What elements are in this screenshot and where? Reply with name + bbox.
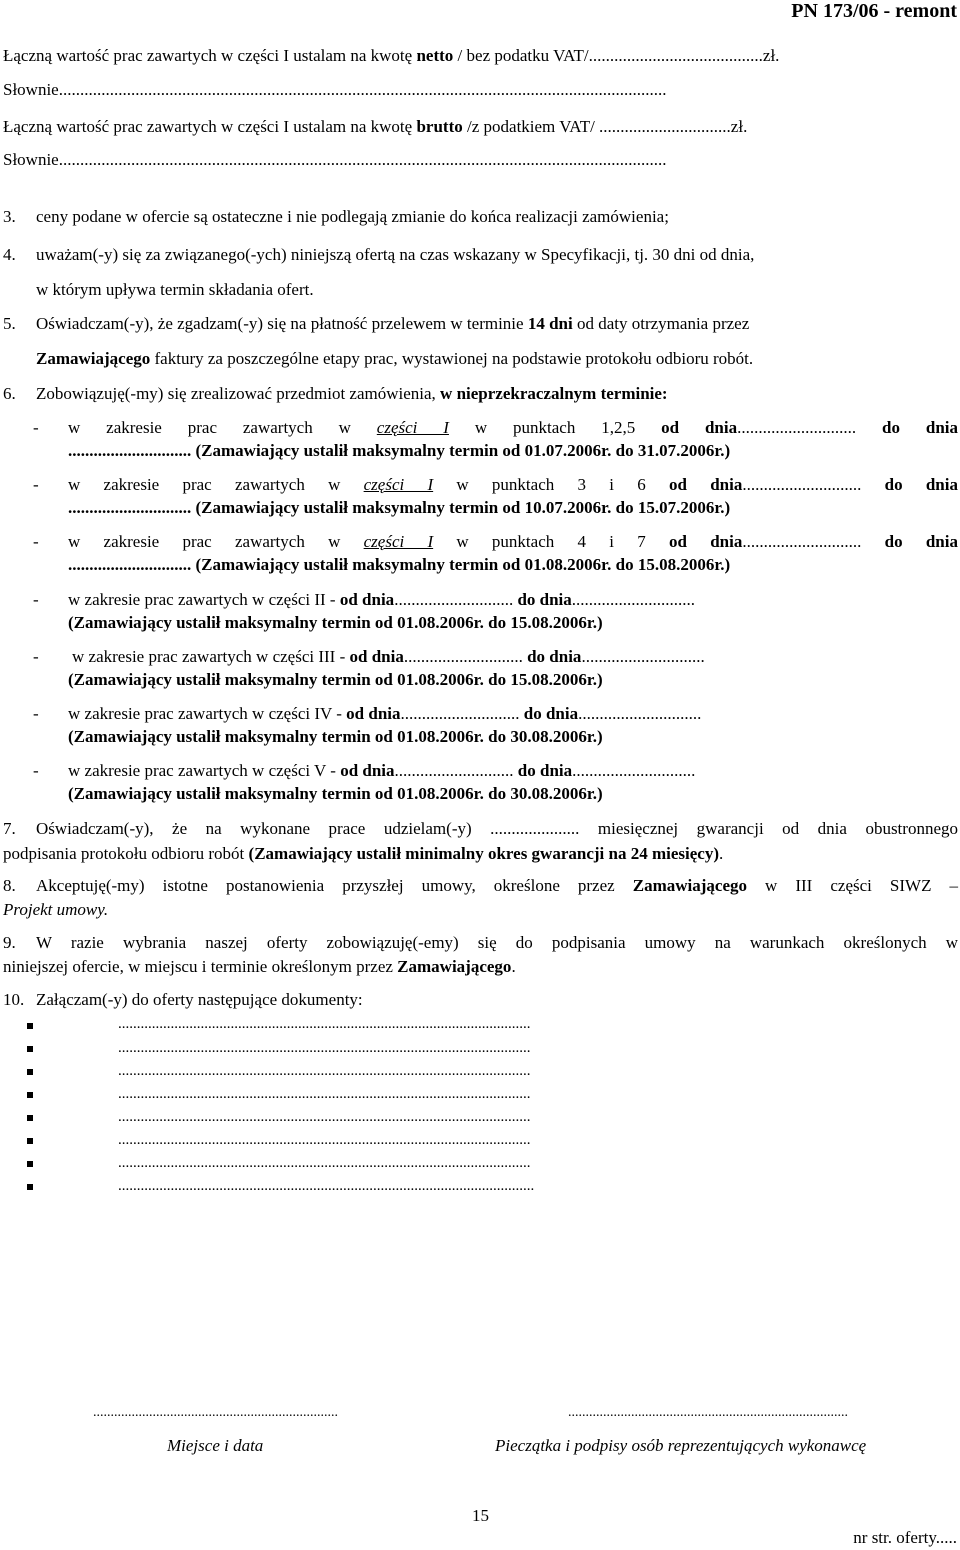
attachment-line: .............................................................................................................. — [118, 1016, 531, 1032]
gross-words-line: Słownie............................................................................................................................................... — [3, 150, 667, 169]
schedule-row-5-line1: w zakresie prac zawartych w części III - od dnia............................ do dnia............................. — [72, 647, 705, 666]
item-9-number: 9. — [3, 933, 16, 952]
list-bullet-icon — [27, 1161, 33, 1167]
schedule-dash: - — [33, 590, 39, 609]
schedule-dash: - — [33, 532, 39, 551]
item-5-number: 5. — [3, 314, 16, 333]
schedule-row-5-line2: (Zamawiający ustalił maksymalny termin od 01.08.2006r. do 15.08.2006r.) — [68, 670, 603, 689]
schedule-row-1-line2: ............................. (Zamawiający ustalił maksymalny termin od 01.07.2006r. do 31.07.2006r.) — [68, 441, 731, 460]
item-6-number: 6. — [3, 384, 16, 403]
schedule-dash: - — [33, 418, 39, 437]
item-8-text-line1: Akceptuję(-my) istotne postanowienia przyszłej umowy, określone przez Zamawiającego w III części SIWZ – — [36, 876, 958, 895]
attachment-line: .............................................................................................................. — [118, 1132, 531, 1148]
item-4-number: 4. — [3, 245, 16, 264]
attachment-line: ............................................................................................................... — [118, 1178, 535, 1194]
attachment-line: .............................................................................................................. — [118, 1155, 531, 1171]
schedule-row-3-line2: ............................. (Zamawiający ustalił maksymalny termin od 01.08.2006r. do 15.08.2006r.) — [68, 555, 731, 574]
page-number: 15 — [472, 1506, 489, 1525]
schedule-row-4-line2: (Zamawiający ustalił maksymalny termin od 01.08.2006r. do 15.08.2006r.) — [68, 613, 603, 632]
item-5-text-line1: Oświadczam(-y), że zgadzam(-y) się na płatność przelewem w terminie 14 dni od daty otrzymania przez — [36, 314, 750, 333]
item-3-number: 3. — [3, 207, 16, 226]
schedule-dash: - — [33, 704, 39, 723]
net-value-line: Łączną wartość prac zawartych w części I ustalam na kwotę netto / bez podatku VAT/.........................................zł. — [3, 46, 780, 65]
list-bullet-icon — [27, 1046, 33, 1052]
offer-page-number: nr str. oferty..... — [853, 1528, 957, 1547]
schedule-row-7-line1: w zakresie prac zawartych w części V - od dnia............................ do dnia............................. — [68, 761, 696, 780]
schedule-row-2-line2: ............................. (Zamawiający ustalił maksymalny termin od 10.07.2006r. do 15.07.2006r.) — [68, 498, 731, 517]
item-8-text-line2: Projekt umowy. — [3, 900, 109, 919]
gross-value-line: Łączną wartość prac zawartych w części I ustalam na kwotę brutto /z podatkiem VAT/ ...............................zł. — [3, 117, 748, 136]
schedule-row-7-line2: (Zamawiający ustalił maksymalny termin od 01.08.2006r. do 30.08.2006r.) — [68, 784, 603, 803]
schedule-dash: - — [33, 647, 39, 666]
schedule-row-3-line1: w zakresie prac zawartych w części I w punktach 4 i 7 od dnia............................ do dnia — [68, 532, 958, 551]
item-10-text: Załączam(-y) do oferty następujące dokumenty: — [36, 990, 363, 1009]
schedule-row-6-line1: w zakresie prac zawartych w części IV - od dnia............................ do dnia............................. — [68, 704, 702, 723]
attachment-line: .............................................................................................................. — [118, 1109, 531, 1125]
item-9-text-line2: niniejszej ofercie, w miejscu i terminie określonym przez Zamawiającego. — [3, 957, 516, 976]
schedule-row-1-line1: w zakresie prac zawartych w części I w punktach 1,2,5 od dnia............................ do dnia — [68, 418, 958, 437]
place-date-label: Miejsce i data — [167, 1436, 264, 1455]
document-code: PN 173/06 - remont — [791, 0, 957, 22]
list-bullet-icon — [27, 1092, 33, 1098]
item-7-text-line2: podpisania protokołu odbioru robót (Zamawiający ustalił minimalny okres gwarancji na 24 miesięcy). — [3, 844, 724, 863]
place-date-dots: ...................................................................... — [93, 1405, 338, 1420]
item-5-text-line2: Zamawiającego faktury za poszczególne etapy prac, wystawionej na podstawie protokołu odbioru robót. — [36, 349, 754, 368]
schedule-dash: - — [33, 761, 39, 780]
item-10-number: 10. — [3, 990, 25, 1009]
item-6-text: Zobowiązuję(-my) się zrealizować przedmiot zamówienia, w nieprzekraczalnym terminie: — [36, 384, 668, 403]
item-3-text: ceny podane w ofercie są ostateczne i nie podlegają zmianie do końca realizacji zamówienia; — [36, 207, 669, 226]
net-words-line: Słownie............................................................................................................................................... — [3, 80, 667, 99]
attachment-line: .............................................................................................................. — [118, 1063, 531, 1079]
schedule-row-4-line1: w zakresie prac zawartych w części II - od dnia............................ do dnia............................. — [68, 590, 696, 609]
schedule-row-6-line2: (Zamawiający ustalił maksymalny termin od 01.08.2006r. do 30.08.2006r.) — [68, 727, 603, 746]
list-bullet-icon — [27, 1138, 33, 1144]
schedule-row-2-line1: w zakresie prac zawartych w części I w punktach 3 i 6 od dnia............................ do dnia — [68, 475, 958, 494]
stamp-signature-label: Pieczątka i podpisy osób reprezentujących wykonawcę — [495, 1436, 867, 1455]
item-9-text-line1: W razie wybrania naszej oferty zobowiązuję(-emy) się do podpisania umowy na warunkach określonych w — [36, 933, 958, 952]
list-bullet-icon — [27, 1115, 33, 1121]
signature-dots: ................................................................................ — [568, 1405, 848, 1420]
item-7-text-line1: Oświadczam(-y), że na wykonane prace udzielam(-y) ..................... miesięcznej gwarancji od dnia obustronnego — [36, 819, 958, 838]
attachment-line: .............................................................................................................. — [118, 1086, 531, 1102]
list-bullet-icon — [27, 1069, 33, 1075]
list-bullet-icon — [27, 1184, 33, 1190]
list-bullet-icon — [27, 1023, 33, 1029]
item-8-number: 8. — [3, 876, 16, 895]
item-4-text-line1: uważam(-y) się za związanego(-ych) niniejszą ofertą na czas wskazany w Specyfikacji, tj. 30 dni od dnia, — [36, 245, 755, 264]
item-4-text-line2: w którym upływa termin składania ofert. — [36, 280, 314, 299]
schedule-dash: - — [33, 475, 39, 494]
attachment-line: .............................................................................................................. — [118, 1040, 531, 1056]
item-7-number: 7. — [3, 819, 16, 838]
